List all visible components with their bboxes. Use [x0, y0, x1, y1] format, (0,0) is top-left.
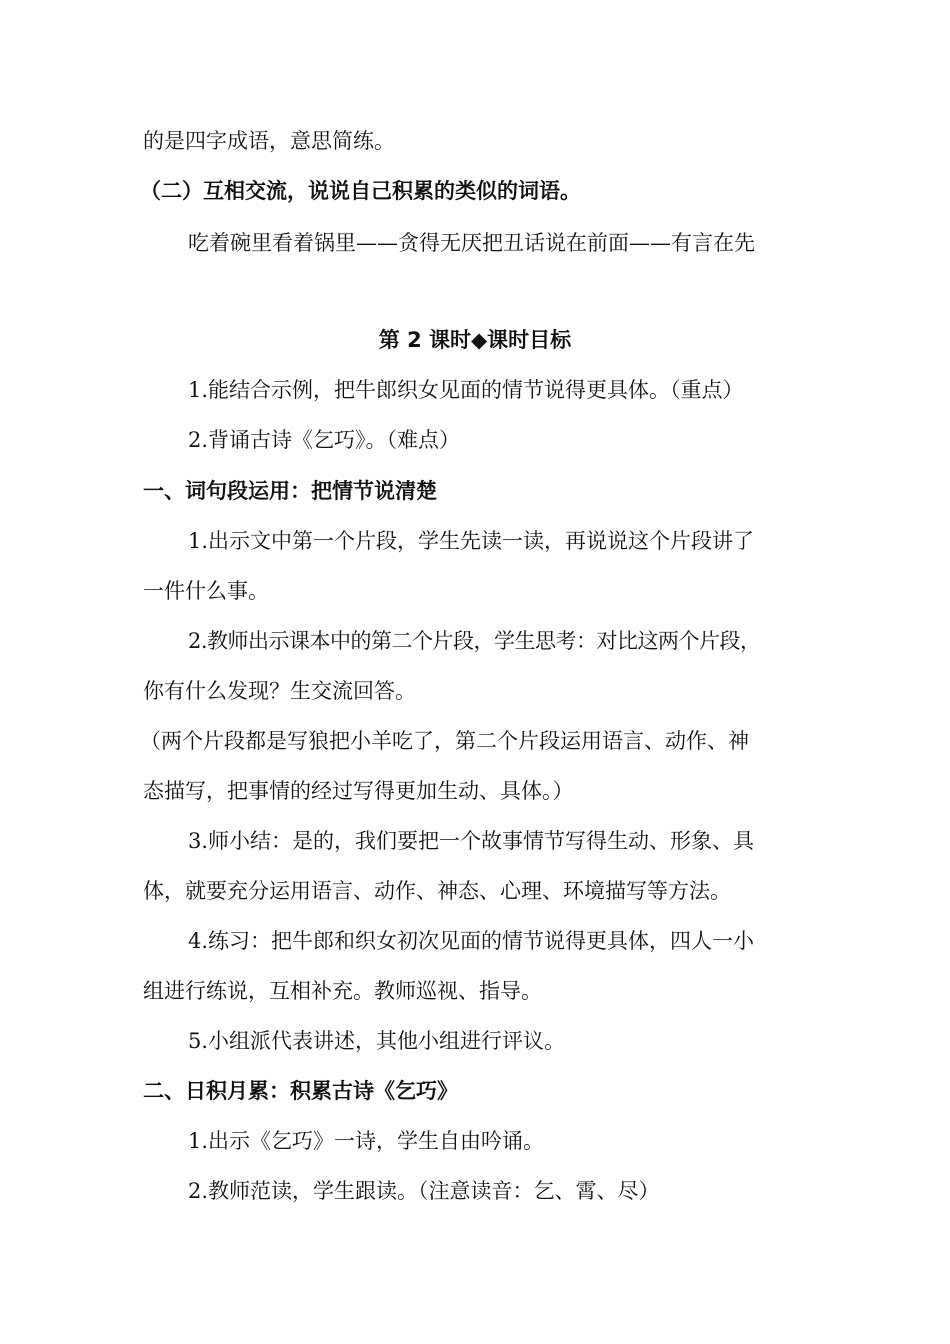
paragraph-line: 的是四字成语，意思简练。: [143, 129, 395, 153]
paragraph-line: 1.出示《乞巧》一诗，学生自由吟诵。: [188, 1129, 545, 1153]
paragraph-line: （两个片段都是写狼把小羊吃了，第二个片段运用语言、动作、神: [140, 729, 749, 753]
section-heading: 一、词句段运用：把情节说清楚: [143, 479, 437, 503]
paragraph-line: 5.小组派代表讲述，其他小组进行评议。: [188, 1029, 566, 1053]
paragraph-line: 态描写，把事情的经过写得更加生动、具体。）: [143, 779, 574, 803]
paragraph-line: 1.出示文中第一个片段，学生先读一读，再说说这个片段讲了: [188, 529, 755, 553]
paragraph-line: 2.教师范读，学生跟读。（注意读音：乞、霄、尽）: [188, 1179, 660, 1203]
paragraph-line: 体，就要充分运用语言、动作、神态、心理、环境描写等方法。: [143, 879, 731, 903]
goal-item: 2.背诵古诗《乞巧》。（难点）: [188, 428, 461, 452]
paragraph-line: 你有什么发现？生交流回答。: [143, 679, 416, 703]
paragraph-line: 4.练习：把牛郎和织女初次见面的情节说得更具体，四人一小: [188, 929, 755, 953]
section-heading: 二、日积月累：积累古诗《乞巧》: [143, 1079, 458, 1103]
section-heading: （二）互相交流，说说自己积累的类似的词语。: [140, 179, 581, 203]
paragraph-line: 组进行练说，互相补充。教师巡视、指导。: [143, 979, 542, 1003]
paragraph-line: 吃着碗里看着锅里——贪得无厌把丑话说在前面——有言在先: [188, 231, 755, 255]
paragraph-line: 2.教师出示课本中的第二个片段，学生思考：对比这两个片段，: [188, 629, 761, 653]
paragraph-line: 一件什么事。: [143, 579, 269, 603]
goal-item: 1.能结合示例，把牛郎织女见面的情节说得更具体。（重点）: [188, 378, 744, 402]
lesson-title: 第 2 课时◆课时目标: [378, 328, 572, 352]
paragraph-line: 3.师小结：是的，我们要把一个故事情节写得生动、形象、具: [188, 829, 755, 853]
